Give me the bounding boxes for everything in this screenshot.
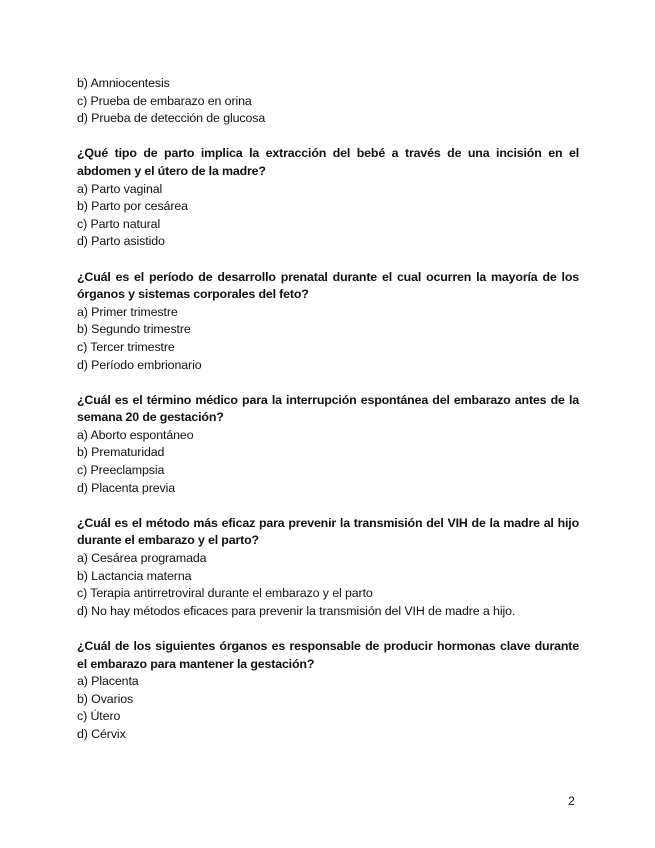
answer-option: d) Cérvix [77,726,126,741]
answer-options [77,673,579,743]
answer-option: d) Parto asistido [77,234,165,249]
question-text: ¿Cuál de los siguientes órganos es responsable de producir hormonas clave durante el embarazo para mantener la gestación? [77,639,579,671]
question-block [77,515,579,621]
leading-options [77,75,579,128]
answer-option: a) Cesárea programada [77,551,207,566]
answer-option: b) Lactancia materna [77,568,192,583]
answer-option: c) Preeclampsia [77,463,165,478]
question-text: ¿Cuál es el término médico para la interrupción espontánea del embarazo antes de la semana 20 de gestación? [77,392,579,425]
answer-options [77,304,579,374]
question-block [77,638,579,744]
answer-option: d) Prueba de detección de glucosa [77,111,266,126]
page-content [77,75,579,744]
answer-option: c) Tercer trimestre [77,339,175,354]
answer-option: d) No hay métodos eficaces para prevenir la transmisión del VIH de madre a hijo. [77,603,516,618]
answer-option: a) Placenta [77,674,139,689]
answer-option: b) Prematuridad [77,445,165,460]
answer-options [77,550,579,620]
answer-option: b) Amniocentesis [77,76,170,90]
answer-option: d) Placenta previa [77,480,176,495]
answer-option: c) Prueba de embarazo en orina [77,93,252,108]
page-number: 2 [568,794,575,808]
answer-options [77,427,579,497]
question-block [77,145,579,251]
answer-option: a) Primer trimestre [77,304,178,319]
answer-option: c) Terapia antirretroviral durante el embarazo y el parto [77,586,373,601]
answer-option: b) Ovarios [77,691,134,706]
question-text: ¿Cuál es el método más eficaz para prevenir la transmisión del VIH de la madre al hijo durante el embarazo y el parto? [77,515,579,548]
answer-option: a) Parto vaginal [77,181,163,196]
question-block [77,392,579,498]
question-block [77,269,579,375]
question-text: ¿Cuál es el período de desarrollo prenatal durante el cual ocurren la mayoría de los órganos y sistemas corporales del feto? [77,269,579,302]
question-text: ¿Qué tipo de parto implica la extracción del bebé a través de una incisión en el abdomen y el útero de la madre? [77,146,579,178]
answer-option: c) Útero [77,709,121,724]
answer-option: d) Período embrionario [77,357,202,372]
answer-option: b) Segundo trimestre [77,322,191,337]
answer-option: c) Parto natural [77,216,161,231]
answer-option: a) Aborto espontáneo [77,427,194,442]
answer-option: b) Parto por cesárea [77,199,188,214]
answer-options [77,181,579,251]
